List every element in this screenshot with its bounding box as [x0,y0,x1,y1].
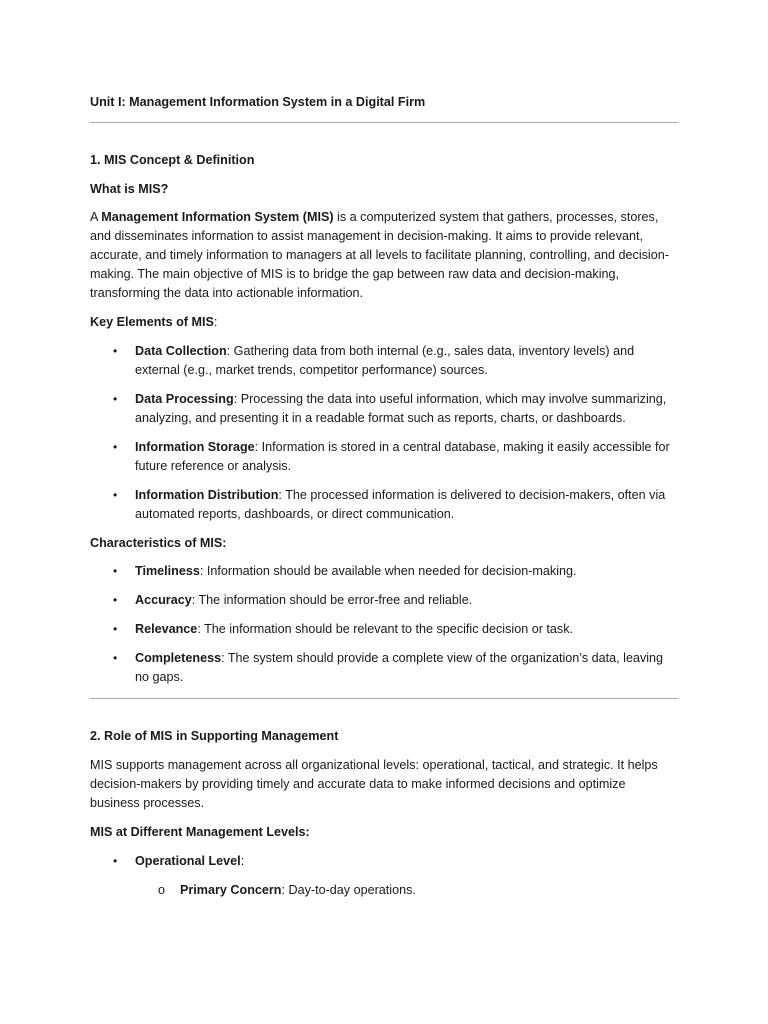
list-item: • Completeness: The system should provide a complete view of the organization’s data, leaving no gaps. [113,651,664,684]
document-title: Unit I: Management Information System in a Digital Firm [90,95,426,109]
circle-bullet-icon: o [158,883,166,897]
list-item: • Information Distribution: The processed information is delivered to decision-makers, often via automated reports, dashboards, or direct communication. [113,488,666,521]
management-levels-list [90,852,678,881]
list-item: • Information Storage: Information is stored in a central database, making it easily accessible for future reference or analysis. [113,440,670,473]
bullet-icon: • [113,622,118,636]
bullet-icon: • [113,593,118,607]
key-elements-heading: Key Elements of MIS: [90,315,218,329]
list-item: • Operational Level: [90,852,678,871]
bullet-icon: • [113,854,118,868]
bullet-icon: • [113,651,118,665]
bullet-icon: • [113,344,118,358]
section-1-heading: 1. MIS Concept & Definition [90,153,255,167]
what-is-mis-heading: What is MIS? [90,182,169,196]
key-elements-list [90,342,678,534]
sub-list [90,881,678,900]
characteristics-list [90,562,678,697]
horizontal-rule [90,698,678,699]
bullet-icon: • [113,564,118,578]
sub-list-item: o Primary Concern: Day-to-day operations. [90,881,678,900]
bullet-icon: • [113,488,118,502]
list-item: • Accuracy: The information should be error-free and reliable. [90,591,678,610]
list-item: • Data Collection: Gathering data from both internal (e.g., sales data, inventory levels) and external (e.g., market trends, competitor performance) sources. [113,344,635,377]
list-item: • Data Processing: Processing the data into useful information, which may involve summarizing, analyzing, and presenting it in a readable format such as reports, charts, or dashboards. [113,392,667,425]
section-2-paragraph: MIS supports management across all organizational levels: operational, tactical, and strategic. It helps decision-makers by providing timely and accurate data to make informed decisions and optimize business processes. [90,758,658,810]
bullet-icon: • [113,440,118,454]
management-levels-heading: MIS at Different Management Levels: [90,825,310,839]
section-2-heading: 2. Role of MIS in Supporting Management [90,729,339,743]
list-item: • Relevance: The information should be relevant to the specific decision or task. [90,620,678,639]
list-item: • Timeliness: Information should be available when needed for decision-making. [90,562,678,581]
horizontal-rule [90,122,678,123]
mis-definition-paragraph: A Management Information System (MIS) is a computerized system that gathers, processes, stores, and disseminates information to assist management in decision-making. It aims to provide relevant, accurate, and timely information to managers at all levels to facilitate planning, controlling, and decision-making. The main objective of MIS is to bridge the gap between raw data and decision-making, transforming the data into actionable information. [90,210,669,300]
bullet-icon: • [113,392,118,406]
characteristics-heading: Characteristics of MIS: [90,536,227,550]
